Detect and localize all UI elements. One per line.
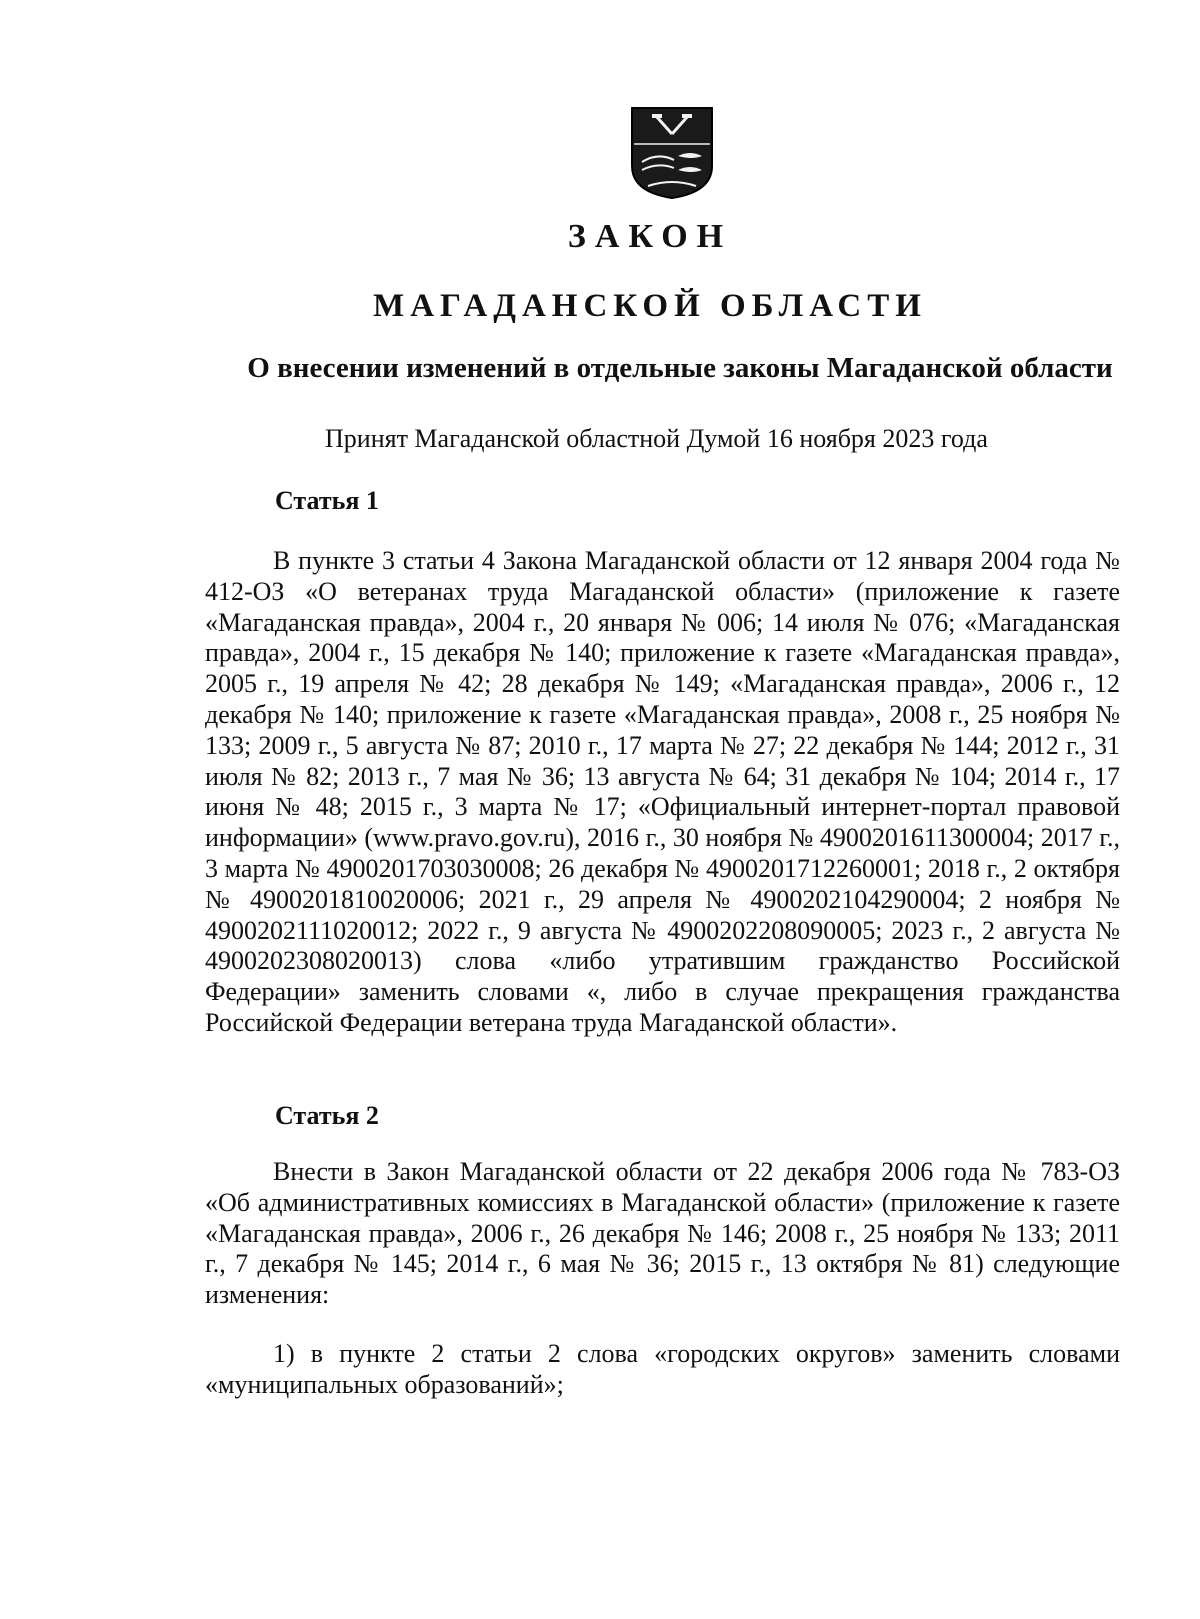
article-2-item-1: 1) в пункте 2 статьи 2 слова «городских округов» заменить словами «муниципальных образований»; xyxy=(205,1339,1120,1399)
article-2-heading: Статья 2 xyxy=(275,1101,379,1130)
law-subject: О внесении изменений в отдельные законы Магаданской области xyxy=(247,352,1113,384)
article-1-paragraph: В пункте 3 статьи 4 Закона Магаданской области от 12 января 2004 года № 412-ОЗ «О ветеранах труда Магаданской области» (приложение к газете «Магаданская правда», 2004 г., 20 января № 006; 14 июля № 076; «Магаданская правда», 2004 г., 15 декабря № 140; приложение к газете «Магаданская правда», 2005 г., 19 апреля № 42; 28 декабря № 149; «Магаданская правда», 2006 г., 12 декабря № 140; приложение к газете «Магаданская правда», 2008 г., 25 ноября № 133; 2009 г., 5 августа № 87; 2010 г., 17 марта № 27; 22 декабря № 144; 2012 г., 31 июля № 82; 2013 г., 7 мая № 36; 13 августа № 64; 31 декабря № 104; 2014 г., 17 июня № 48; 2015 г., 3 марта № 17; «Официальный интернет-портал правовой информации» (www.pravo.gov.ru), 2016 г., 30 ноября № 4900201611300004; 2017 г., 3 марта № 4900201703030008; 26 декабря № 4900201712260001; 2018 г., 2 октября № 4900201810020006; 2021 г., 29 апреля № 4900202104290004; 2 ноября № 4900202111020012; 2022 г., 9 августа № 4900202208090005; 2023 г., 2 августа № 4900202308020013) слова «либо утратившим гражданство Российской Федерации» заменить словами «, либо в случае прекращения гражданства Российской Федерации ветерана труда Магаданской области». xyxy=(205,546,1120,1037)
article-2-paragraph: Внести в Закон Магаданской области от 22 декабря 2006 года № 783-ОЗ «Об административных комиссиях в Магаданской области» (приложение к газете «Магаданская правда», 2006 г., 26 декабря № 146; 2008 г., 25 ноября № 133; 2011 г., 7 декабря № 145; 2014 г., 6 мая № 36; 2015 г., 13 октября № 81) следующие изменения: xyxy=(205,1157,1120,1310)
magadan-coat-of-arms-icon xyxy=(628,104,716,200)
article-1-heading: Статья 1 xyxy=(275,486,379,515)
region-title: МАГАДАНСКОЙ ОБЛАСТИ xyxy=(373,288,927,324)
adoption-line: Принят Магаданской областной Думой 16 ноября 2023 года xyxy=(325,424,988,453)
law-title: ЗАКОН xyxy=(567,218,733,255)
